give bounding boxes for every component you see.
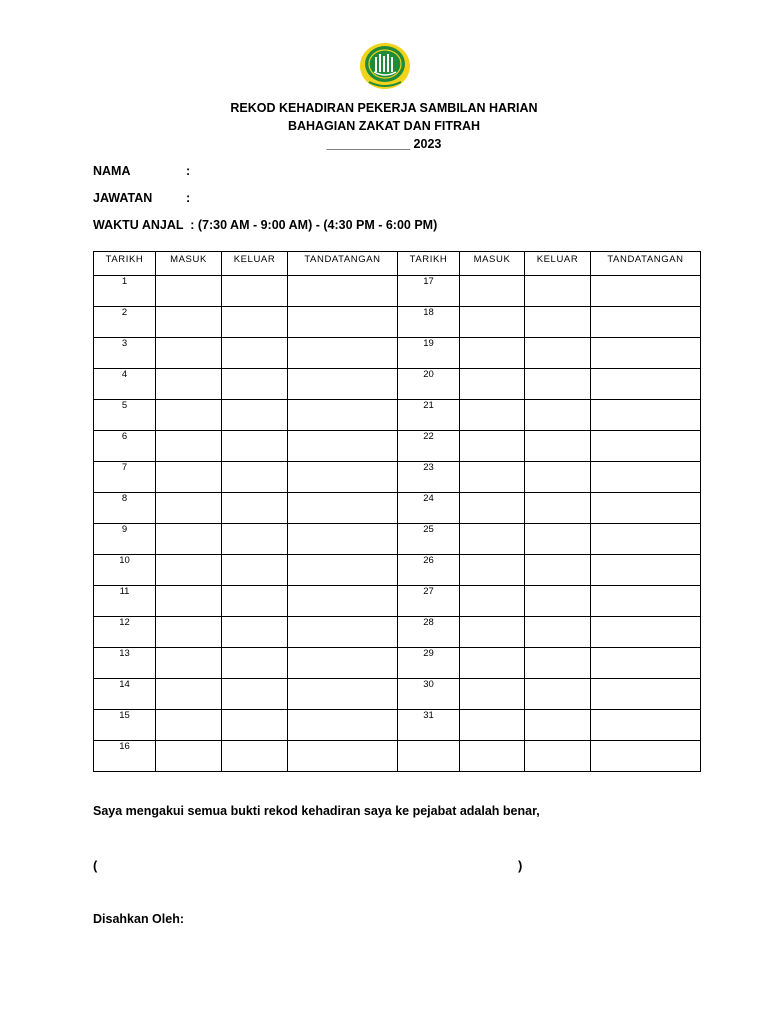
keluar-cell[interactable] [222, 369, 288, 400]
date-cell: 6 [94, 431, 156, 462]
keluar-cell[interactable] [525, 431, 591, 462]
table-row [94, 524, 701, 555]
table-row [94, 710, 701, 741]
signature-cell[interactable] [288, 679, 398, 710]
masuk-cell[interactable] [156, 586, 222, 617]
date-cell: 11 [94, 586, 156, 617]
signature-cell[interactable] [288, 307, 398, 338]
date-cell: 27 [398, 586, 460, 617]
signature-cell[interactable] [288, 617, 398, 648]
table-row [94, 276, 701, 307]
nama-label: NAMA [93, 164, 131, 178]
date-cell: 15 [94, 710, 156, 741]
keluar-cell[interactable] [525, 307, 591, 338]
date-cell: 17 [398, 276, 460, 307]
date-cell: 12 [94, 617, 156, 648]
masuk-cell[interactable] [156, 338, 222, 369]
title-line-3: ____________ 2023 [326, 137, 442, 151]
date-cell: 9 [94, 524, 156, 555]
table-row [94, 462, 701, 493]
date-cell: 1 [94, 276, 156, 307]
column-header: MASUK [156, 252, 222, 276]
nama-colon: : [186, 164, 191, 178]
column-header: KELUAR [222, 252, 288, 276]
date-cell: 18 [398, 307, 460, 338]
signature-cell[interactable] [591, 524, 701, 555]
column-header: TARIKH [398, 252, 460, 276]
table-row [94, 586, 701, 617]
keluar-cell[interactable] [222, 462, 288, 493]
masuk-cell[interactable] [156, 369, 222, 400]
date-cell: 26 [398, 555, 460, 586]
title-line-1: REKOD KEHADIRAN PEKERJA SAMBILAN HARIAN [230, 101, 538, 115]
keluar-cell[interactable] [222, 307, 288, 338]
approved-by-label: Disahkan Oleh: [93, 912, 184, 926]
table-row [94, 431, 701, 462]
table-row [94, 338, 701, 369]
keluar-cell[interactable] [525, 741, 591, 772]
keluar-cell[interactable] [222, 710, 288, 741]
masuk-cell[interactable] [460, 741, 525, 772]
table-row [94, 555, 701, 586]
masuk-cell[interactable] [156, 307, 222, 338]
signature-cell[interactable] [288, 338, 398, 369]
date-cell: 23 [398, 462, 460, 493]
table-row [94, 741, 701, 772]
signature-cell[interactable] [288, 493, 398, 524]
keluar-cell[interactable] [222, 338, 288, 369]
attendance-table [93, 251, 701, 772]
table-row [94, 679, 701, 710]
table-row [94, 400, 701, 431]
signature-cell[interactable] [288, 276, 398, 307]
masuk-cell[interactable] [156, 555, 222, 586]
signature-cell[interactable] [288, 369, 398, 400]
keluar-cell[interactable] [222, 493, 288, 524]
column-header: MASUK [460, 252, 525, 276]
signature-cell[interactable] [591, 710, 701, 741]
masuk-cell[interactable] [460, 276, 525, 307]
masuk-cell[interactable] [460, 617, 525, 648]
signature-cell[interactable] [288, 431, 398, 462]
masuk-cell[interactable] [460, 462, 525, 493]
signature-cell[interactable] [288, 400, 398, 431]
masuk-cell[interactable] [156, 710, 222, 741]
title-line-2: BAHAGIAN ZAKAT DAN FITRAH [287, 119, 481, 133]
keluar-cell[interactable] [222, 586, 288, 617]
date-cell: 16 [94, 741, 156, 772]
column-header: KELUAR [525, 252, 591, 276]
table-row [94, 369, 701, 400]
date-cell: 4 [94, 369, 156, 400]
masuk-cell[interactable] [156, 431, 222, 462]
masuk-cell[interactable] [460, 524, 525, 555]
keluar-cell[interactable] [222, 648, 288, 679]
signature-cell[interactable] [288, 524, 398, 555]
column-header: TARIKH [94, 252, 156, 276]
keluar-cell[interactable] [525, 524, 591, 555]
date-cell: 5 [94, 400, 156, 431]
keluar-cell[interactable] [525, 338, 591, 369]
date-cell: 7 [94, 462, 156, 493]
keluar-cell[interactable] [525, 462, 591, 493]
table-row [94, 307, 701, 338]
masuk-cell[interactable] [156, 400, 222, 431]
keluar-cell[interactable] [222, 679, 288, 710]
date-cell: 19 [398, 338, 460, 369]
keluar-cell[interactable] [222, 431, 288, 462]
signature-cell[interactable] [288, 741, 398, 772]
signature-cell[interactable] [591, 679, 701, 710]
masuk-cell[interactable] [156, 617, 222, 648]
keluar-cell[interactable] [525, 710, 591, 741]
signature-cell[interactable] [288, 648, 398, 679]
signature-cell[interactable] [591, 586, 701, 617]
masuk-cell[interactable] [156, 276, 222, 307]
signature-paren-close: ) [518, 858, 523, 873]
signature-cell[interactable] [288, 555, 398, 586]
keluar-cell[interactable] [222, 741, 288, 772]
document-title [0, 99, 768, 153]
date-cell: 20 [398, 369, 460, 400]
table-row [94, 493, 701, 524]
masuk-cell[interactable] [460, 338, 525, 369]
signature-cell[interactable] [591, 307, 701, 338]
keluar-cell[interactable] [222, 555, 288, 586]
date-cell: 10 [94, 555, 156, 586]
signature-cell[interactable] [591, 555, 701, 586]
masuk-cell[interactable] [156, 462, 222, 493]
signature-cell[interactable] [591, 648, 701, 679]
keluar-cell[interactable] [525, 679, 591, 710]
table-row [94, 648, 701, 679]
date-cell: 13 [94, 648, 156, 679]
masuk-cell[interactable] [156, 524, 222, 555]
date-cell: 8 [94, 493, 156, 524]
masuk-cell[interactable] [460, 555, 525, 586]
column-header: TANDATANGAN [591, 252, 701, 276]
keluar-cell[interactable] [525, 586, 591, 617]
signature-cell[interactable] [591, 431, 701, 462]
masuk-cell[interactable] [156, 679, 222, 710]
signature-cell[interactable] [591, 400, 701, 431]
date-cell [398, 741, 460, 772]
date-cell: 29 [398, 648, 460, 679]
keluar-cell[interactable] [525, 369, 591, 400]
keluar-cell[interactable] [222, 524, 288, 555]
date-cell: 28 [398, 617, 460, 648]
declaration-statement: Saya mengakui semua bukti rekod kehadiran saya ke pejabat adalah benar, [93, 804, 540, 818]
keluar-cell[interactable] [525, 493, 591, 524]
signature-cell[interactable] [591, 338, 701, 369]
masuk-cell[interactable] [460, 586, 525, 617]
masuk-cell[interactable] [460, 307, 525, 338]
date-cell: 14 [94, 679, 156, 710]
masuk-cell[interactable] [460, 493, 525, 524]
masuk-cell[interactable] [460, 400, 525, 431]
signature-paren-open: ( [93, 858, 98, 873]
jawatan-colon: : [186, 191, 191, 205]
masuk-cell[interactable] [156, 741, 222, 772]
signature-cell[interactable] [591, 493, 701, 524]
signature-cell[interactable] [288, 462, 398, 493]
keluar-cell[interactable] [525, 617, 591, 648]
table-header-row [94, 252, 701, 276]
keluar-cell[interactable] [525, 555, 591, 586]
signature-cell[interactable] [288, 710, 398, 741]
masuk-cell[interactable] [460, 648, 525, 679]
keluar-cell[interactable] [222, 400, 288, 431]
date-cell: 24 [398, 493, 460, 524]
masuk-cell[interactable] [156, 648, 222, 679]
jawatan-field [93, 191, 190, 205]
date-cell: 31 [398, 710, 460, 741]
masuk-cell[interactable] [156, 493, 222, 524]
signature-cell[interactable] [591, 369, 701, 400]
signature-cell[interactable] [591, 617, 701, 648]
keluar-cell[interactable] [525, 276, 591, 307]
column-header: TANDATANGAN [288, 252, 398, 276]
signature-cell[interactable] [591, 276, 701, 307]
signature-cell[interactable] [591, 741, 701, 772]
date-cell: 3 [94, 338, 156, 369]
masuk-cell[interactable] [460, 679, 525, 710]
date-cell: 22 [398, 431, 460, 462]
nama-field [93, 164, 190, 178]
keluar-cell[interactable] [525, 648, 591, 679]
keluar-cell[interactable] [525, 400, 591, 431]
zakat-emblem-icon [359, 42, 411, 90]
date-cell: 30 [398, 679, 460, 710]
keluar-cell[interactable] [222, 276, 288, 307]
date-cell: 21 [398, 400, 460, 431]
signature-cell[interactable] [288, 586, 398, 617]
table-row [94, 617, 701, 648]
masuk-cell[interactable] [460, 369, 525, 400]
signature-cell[interactable] [591, 462, 701, 493]
jawatan-label: JAWATAN [93, 191, 153, 205]
keluar-cell[interactable] [222, 617, 288, 648]
waktu-anjal-field: WAKTU ANJAL : (7:30 AM - 9:00 AM) - (4:30 PM - 6:00 PM) [93, 218, 438, 232]
date-cell: 2 [94, 307, 156, 338]
date-cell: 25 [398, 524, 460, 555]
masuk-cell[interactable] [460, 710, 525, 741]
masuk-cell[interactable] [460, 431, 525, 462]
